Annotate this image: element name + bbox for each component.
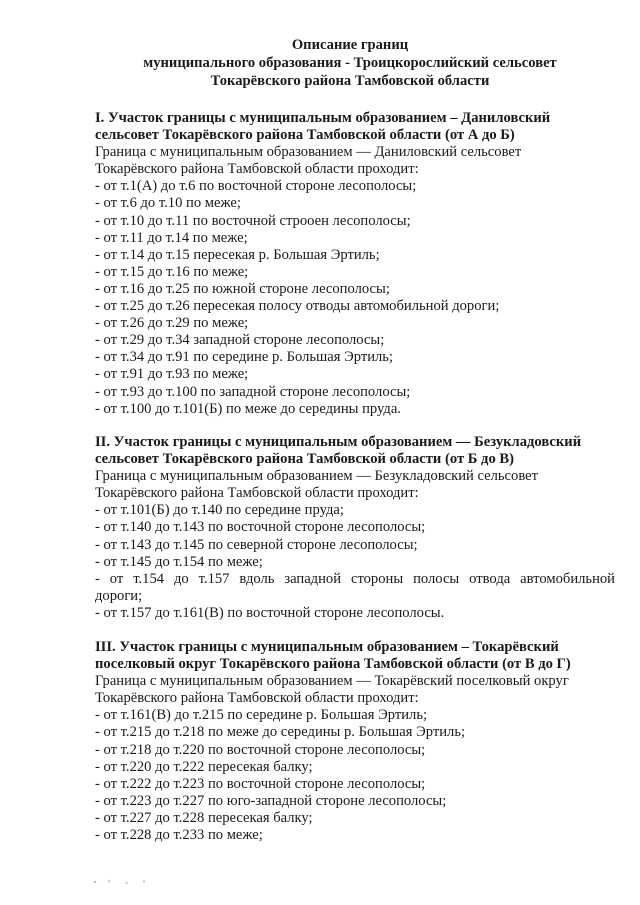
list-item: - от т.154 до т.157 вдоль западной стороны полосы отвода автомобильной [95,570,615,587]
section-2-heading-line-2: сельсовет Токарёвского района Тамбовской области (от Б до В) [95,451,514,468]
section-3-item-list [95,707,615,844]
section-1-intro-line-1: Граница с муниципальным образованием — Даниловский сельсовет [95,144,522,161]
list-item: - от т.11 до т.14 по меже; [95,229,248,246]
list-item: - от т.16 до т.25 по южной стороне лесополосы; [95,280,390,297]
list-item: - от т.140 до т.143 по восточной стороне лесополосы; [95,519,426,536]
list-item: - от т.143 до т.145 по северной стороне лесополосы; [95,536,418,553]
list-item: - от т.227 до т.228 пересекая балку; [95,809,313,826]
list-item: - от т.223 до т.227 по юго-западной стороне лесополосы; [95,792,447,809]
section-2-heading-line-1: II. Участок границы с муниципальным образованием — Безукладовский [95,434,582,450]
list-item: - от т.100 до т.101(Б) по меже до середины пруда. [95,400,401,417]
list-item: - от т.93 до т.100 по западной стороне лесополосы; [95,383,411,400]
list-item: - от т.26 до т.29 по меже; [95,315,249,332]
title-line-3: Токарёвского района Тамбовской области [210,73,490,89]
list-item: - от т.101(Б) до т.140 по середине пруда; [95,502,344,519]
list-item: - от т.220 до т.222 пересекая балку; [95,758,313,775]
section-2-intro-line-1: Граница с муниципальным образованием — Безукладовский сельсовет [95,468,538,485]
list-item: - от т.91 до т.93 по меже; [95,366,249,383]
scan-speck [88,878,158,886]
list-item: - от т.161(В) до т.215 по середине р. Большая Эртиль; [95,707,428,724]
list-item: - от т.29 до т.34 западной стороне лесополосы; [95,332,385,349]
section-2-intro-line-2: Токарёвского района Тамбовской области проходит: [95,485,419,502]
list-item: - от т.34 до т.91 по середине р. Большая Эртиль; [95,349,394,366]
document-title [60,36,640,90]
title-line-2: муниципального образования - Троицкорослийский сельсовет [143,55,557,71]
list-item: - от т.215 до т.218 по меже до середины р. Большая Эртиль; [95,724,466,741]
section-1-heading-line-1: I. Участок границы с муниципальным образованием – Даниловский [95,110,551,126]
section-3 [95,639,615,844]
list-item: - от т.10 до т.11 по восточной строоен лесополосы; [95,212,411,229]
list-item: - от т.15 до т.16 по меже; [95,263,249,280]
list-item: - от т.157 до т.161(В) по восточной стороне лесополосы. [95,604,445,621]
title-line-1: Описание границ [291,37,409,53]
list-item: - от т.145 до т.154 по меже; [95,553,263,570]
section-1-item-list [95,178,615,417]
list-item: - от т.6 до т.10 по меже; [95,195,241,212]
list-item: - от т.25 до т.26 пересекая полосу отводы автомобильной дороги; [95,298,500,315]
section-2-item-list [95,502,615,622]
section-1 [95,110,615,418]
list-item: - от т.228 до т.233 по меже; [95,827,263,844]
section-3-intro-line-1: Граница с муниципальным образованием — Токарёвский поселковый округ [95,673,569,690]
list-item: - от т.14 до т.15 пересекая р. Большая Эртиль; [95,246,380,263]
section-2 [95,434,615,622]
section-3-heading-line-2: поселковый округ Токарёвского района Тамбовской области (от В до Г) [95,656,571,673]
section-1-intro-line-2: Токарёвского района Тамбовской области проходит: [95,161,419,178]
section-1-heading-line-2: сельсовет Токарёвского района Тамбовской области (от А до Б) [95,127,515,144]
list-item: - от т.218 до т.220 по восточной стороне лесополосы; [95,741,426,758]
section-3-intro-line-2: Токарёвского района Тамбовской области проходит: [95,690,419,707]
list-item: - от т.1(А) до т.6 по восточной стороне лесополосы; [95,178,417,195]
list-item-continuation: дороги; [95,587,143,604]
list-item: - от т.222 до т.223 по восточной стороне лесополосы; [95,775,426,792]
section-3-heading-line-1: III. Участок границы с муниципальным образованием – Токарёвский [95,639,559,655]
